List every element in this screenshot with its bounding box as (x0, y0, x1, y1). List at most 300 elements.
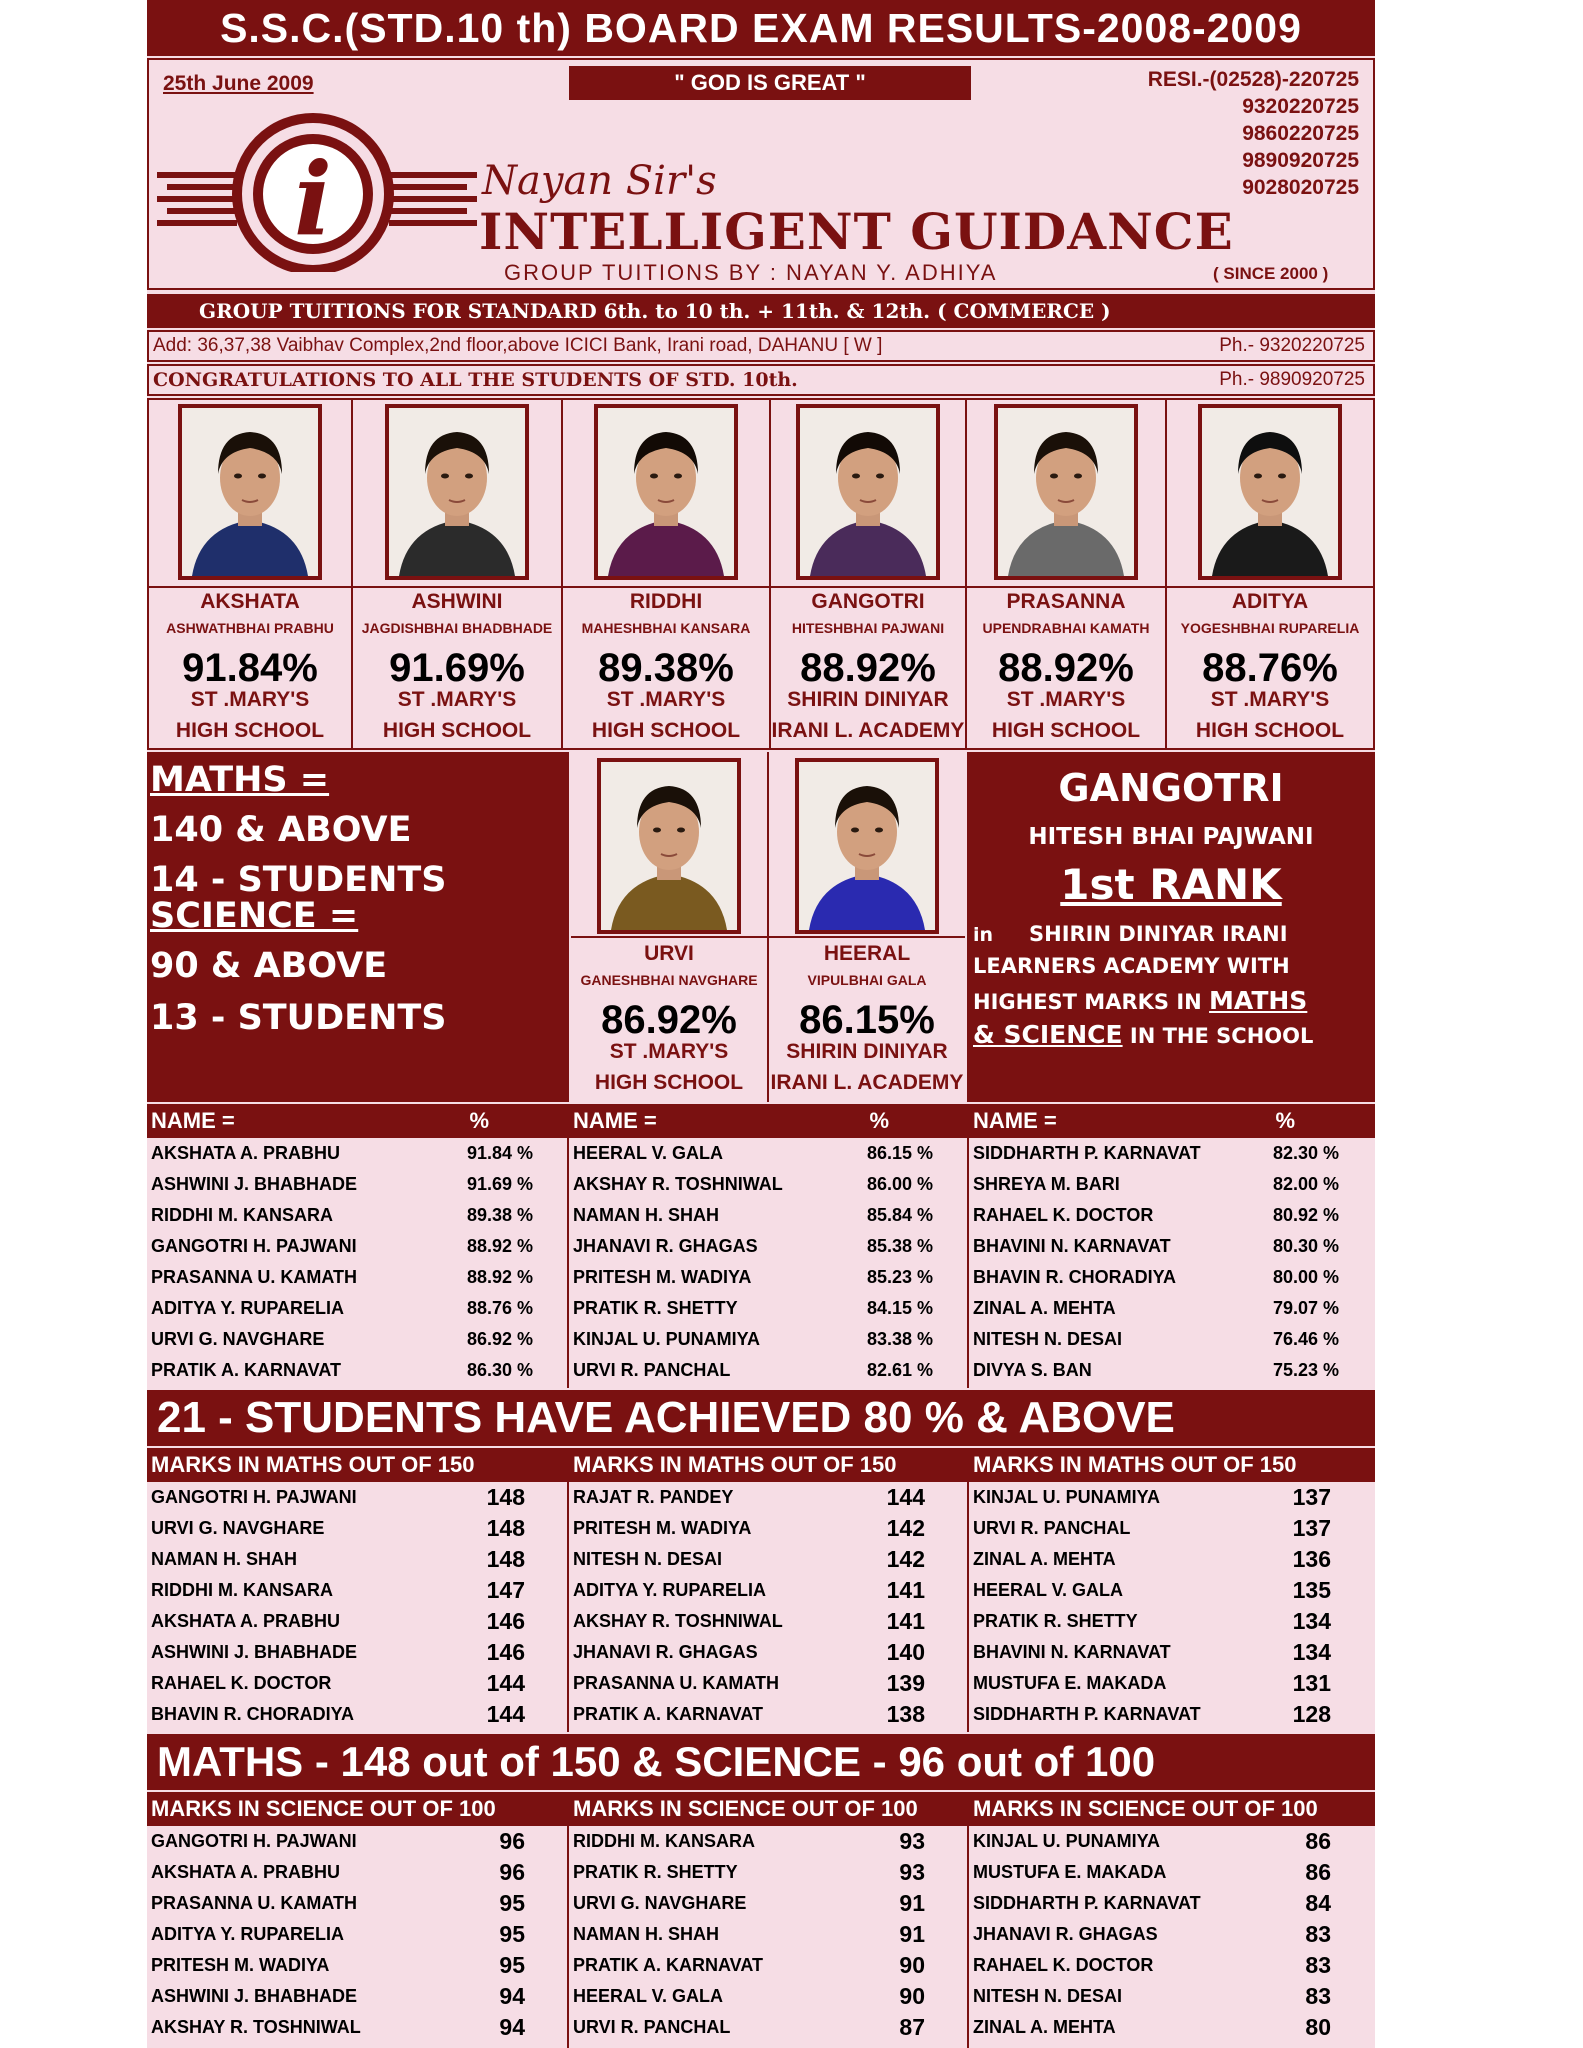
table-row (569, 1262, 969, 1293)
student-father-name: YOGESHBHAI RUPARELIA (1180, 620, 1360, 636)
row-name: ZINAL A. MEHTA (973, 1549, 1116, 1569)
student-father-name: GANESHBHAI NAVGHARE (580, 972, 758, 988)
row-name: NAMAN H. SHAH (573, 1205, 719, 1225)
table-row (969, 1513, 1375, 1544)
column-divider (967, 1104, 969, 1388)
table-row (147, 1950, 569, 1981)
table-column (969, 1104, 1375, 1386)
top-marks-banner: MATHS - 148 out of 150 & SCIENCE - 96 out of 100 (147, 1734, 1375, 1790)
rank-title: 1st RANK (1060, 860, 1282, 909)
phone-line: 9860220725 (1242, 122, 1359, 145)
science-range: 90 & ABOVE (150, 946, 388, 986)
results-poster (147, 0, 1375, 2048)
phone-1: Ph.- 9320220725 (1219, 335, 1365, 356)
rank-in: in (973, 924, 994, 946)
table-row (147, 1293, 569, 1324)
standards-bar: GROUP TUITIONS FOR STANDARD 6th. to 10 th. + 11th. & 12th. ( COMMERCE ) (147, 294, 1375, 328)
rank-father-name: HITESH BHAI PAJWANI (1028, 824, 1314, 850)
header-block (147, 58, 1375, 290)
student-percentage: 89.38% (598, 646, 734, 690)
table-header (569, 1448, 969, 1482)
row-value: 89.38 % (466, 1205, 533, 1225)
middle-section (147, 752, 1375, 1102)
row-value: 88.92 % (466, 1236, 533, 1256)
row-name: URVI R. PANCHAL (573, 2017, 731, 2037)
row-name: KINJAL U. PUNAMIYA (973, 1831, 1161, 1851)
row-value: 91.84 % (466, 1143, 533, 1163)
table-row (969, 1919, 1375, 1950)
phone-line: 9028020725 (1242, 176, 1359, 199)
topper-divider (149, 586, 1373, 588)
row-name: AKSHAY R. TOSHNIWAL (573, 1174, 783, 1194)
row-value: 135 (1292, 1577, 1331, 1603)
row-value: 84.15 % (866, 1298, 933, 1318)
row-value: 144 (486, 1670, 525, 1696)
student-school-line-2: IRANI L. ACADEMY (771, 719, 965, 742)
student-photo (795, 758, 939, 934)
table-row (569, 1482, 969, 1513)
student-photo (385, 404, 529, 580)
column-divider (967, 1792, 969, 2048)
row-value: 142 (886, 1515, 925, 1541)
row-value: 91.69 % (466, 1174, 533, 1194)
row-value: 82.61 % (866, 1360, 933, 1380)
student-percentage: 91.69% (389, 646, 525, 690)
table-column (569, 1792, 969, 2043)
student-name: ADITYA (1231, 590, 1309, 613)
table-header (147, 1448, 569, 1482)
header-name: NAME = (573, 1108, 657, 1133)
student-father-name: JAGDISHBHAI BHADBHADE (361, 620, 553, 636)
row-name: GANGOTRI H. PAJWANI (151, 1831, 357, 1851)
student-school-line-1: ST .MARY'S (190, 688, 310, 711)
table-row (969, 1575, 1375, 1606)
date-label: 25th June 2009 (163, 72, 314, 95)
student-photo (1198, 404, 1342, 580)
row-name: NAMAN H. SHAH (573, 1924, 719, 1944)
table-row (569, 1575, 969, 1606)
address-row (147, 330, 1375, 362)
student-percentage: 86.92% (601, 998, 737, 1042)
table-row (969, 1981, 1375, 2012)
row-name: BHAVIN R. CHORADIYA (151, 1704, 355, 1724)
row-name: PRASANNA U. KAMATH (151, 1267, 357, 1287)
table-row (569, 1293, 969, 1324)
student-school-line-2: HIGH SCHOOL (382, 719, 532, 742)
student-photo-icon (800, 408, 936, 576)
row-name: PRITESH M. WADIYA (151, 1955, 330, 1975)
row-value: 86.00 % (866, 1174, 933, 1194)
table-row (969, 1482, 1375, 1513)
table-row (147, 1262, 569, 1293)
table-header (569, 1792, 969, 1826)
row-value: 80.92 % (1272, 1205, 1339, 1225)
student-name: RIDDHI (629, 590, 703, 613)
row-value: 139 (886, 1670, 925, 1696)
row-name: PRATIK A. KARNAVAT (573, 1955, 763, 1975)
table-row (969, 1293, 1375, 1324)
table-row (569, 1606, 969, 1637)
row-value: 95 (499, 1921, 525, 1947)
table-row (147, 1138, 569, 1169)
table-row (569, 1355, 969, 1386)
table-row (569, 1826, 969, 1857)
table-row (147, 1637, 569, 1668)
row-name: PRATIK R. SHETTY (573, 1298, 738, 1318)
row-value: 94 (499, 2014, 525, 2040)
student-name: PRASANNA (1006, 590, 1126, 613)
phone-line: 9320220725 (1242, 95, 1359, 118)
rank-maths: MATHS (1209, 986, 1308, 1015)
row-name: NITESH N. DESAI (573, 1549, 723, 1569)
percent-table (147, 1104, 1375, 1388)
table-row (147, 1699, 569, 1730)
table-row (569, 1919, 969, 1950)
row-name: GANGOTRI H. PAJWANI (151, 1236, 357, 1256)
row-name: PRITESH M. WADIYA (573, 1267, 752, 1287)
row-name: JHANAVI R. GHAGAS (973, 1924, 1158, 1944)
row-value: 131 (1292, 1670, 1331, 1696)
row-value: 144 (886, 1484, 925, 1510)
row-value: 144 (486, 1701, 525, 1727)
student-school-line-2: HIGH SCHOOL (591, 719, 741, 742)
table-row (147, 1668, 569, 1699)
row-value: 87 (899, 2014, 925, 2040)
row-value: 88.92 % (466, 1267, 533, 1287)
table-column (147, 1792, 569, 2043)
table-row (969, 1169, 1375, 1200)
table-row (969, 1544, 1375, 1575)
row-value: 80.00 % (1272, 1267, 1339, 1287)
row-name: RAHAEL K. DOCTOR (973, 1205, 1154, 1225)
table-row (569, 1324, 969, 1355)
student-photo-icon (182, 408, 318, 576)
row-value: 146 (486, 1639, 525, 1665)
topper-card (1167, 400, 1373, 748)
table-row (969, 1668, 1375, 1699)
topper-card (353, 400, 563, 748)
student-school-line-1: ST .MARY'S (397, 688, 517, 711)
student-name: URVI (644, 942, 694, 965)
table-row (969, 1637, 1375, 1668)
row-name: ASHWINI J. BHABHADE (151, 1986, 358, 2006)
row-value: 80 (1305, 2014, 1331, 2040)
header-percent: % (469, 1108, 489, 1133)
topper-card (771, 400, 967, 748)
table-row (569, 1544, 969, 1575)
table-column (569, 1104, 969, 1386)
topper-strip (147, 398, 1375, 750)
table-header (569, 1104, 969, 1138)
row-name: PRITESH M. WADIYA (573, 1518, 752, 1538)
table-column (969, 1448, 1375, 1730)
row-name: AKSHATA A. PRABHU (151, 1862, 340, 1882)
row-name: URVI G. NAVGHARE (573, 1893, 747, 1913)
column-divider (967, 1448, 969, 1732)
table-row (147, 1981, 569, 2012)
row-name: SIDDHARTH P. KARNAVAT (973, 1893, 1201, 1913)
row-value: 146 (486, 1608, 525, 1634)
motto-banner: " GOD IS GREAT " (569, 66, 971, 100)
row-value: 83.38 % (866, 1329, 933, 1349)
row-name: RIDDHI M. KANSARA (151, 1205, 333, 1225)
table-row (969, 1606, 1375, 1637)
header-name: NAME = (151, 1108, 235, 1133)
row-name: PRATIK R. SHETTY (973, 1611, 1138, 1631)
student-name: ASHWINI (411, 590, 503, 613)
row-value: 85.38 % (866, 1236, 933, 1256)
student-percentage: 88.92% (998, 646, 1134, 690)
table-row (969, 1262, 1375, 1293)
congrats-text: CONGRATULATIONS TO ALL THE STUDENTS OF STD. 10th. (153, 369, 798, 391)
table-row (569, 2012, 969, 2043)
science-label: SCIENCE = (150, 896, 359, 936)
header-label: MARKS IN MATHS OUT OF 150 (573, 1452, 897, 1477)
row-name: PRATIK A. KARNAVAT (573, 1704, 763, 1724)
student-school-line-1: ST .MARY'S (1210, 688, 1330, 711)
student-school-line-1: SHIRIN DINIYAR (786, 1040, 948, 1063)
poster-title: S.S.C.(STD.10 th) BOARD EXAM RESULTS-2008-2009 (147, 0, 1375, 56)
table-row (569, 1668, 969, 1699)
row-name: AKSHATA A. PRABHU (151, 1143, 340, 1163)
row-value: 82.00 % (1272, 1174, 1339, 1194)
student-father-name: UPENDRABHAI KAMATH (982, 620, 1150, 636)
row-name: URVI R. PANCHAL (973, 1518, 1131, 1538)
middle-toppers (571, 752, 965, 1102)
table-row (969, 1138, 1375, 1169)
row-name: URVI G. NAVGHARE (151, 1518, 325, 1538)
row-value: 138 (886, 1701, 925, 1727)
column-divider (567, 1104, 569, 1388)
student-school-line-2: HIGH SCHOOL (594, 1071, 744, 1094)
student-photo-icon (598, 408, 734, 576)
header-percent: % (869, 1108, 889, 1133)
student-photo-icon (1202, 408, 1338, 576)
table-row (569, 1699, 969, 1730)
row-name: JHANAVI R. GHAGAS (573, 1236, 758, 1256)
table-row (147, 1513, 569, 1544)
student-name: AKSHATA (200, 590, 300, 613)
row-name: URVI G. NAVGHARE (151, 1329, 325, 1349)
row-value: 86 (1305, 1859, 1331, 1885)
row-value: 83 (1305, 1983, 1331, 2009)
table-row (147, 2012, 569, 2043)
row-value: 79.07 % (1272, 1298, 1339, 1318)
row-value: 134 (1292, 1639, 1331, 1665)
row-name: ZINAL A. MEHTA (973, 2017, 1116, 2037)
student-school-line-1: ST .MARY'S (1006, 688, 1126, 711)
header-label: MARKS IN MATHS OUT OF 150 (973, 1452, 1297, 1477)
row-value: 86 (1305, 1828, 1331, 1854)
row-name: NITESH N. DESAI (973, 1329, 1123, 1349)
student-photo-icon (389, 408, 525, 576)
table-row (569, 1888, 969, 1919)
row-name: NITESH N. DESAI (973, 1986, 1123, 2006)
rank-line-4-text: IN THE SCHOOL (1129, 1024, 1314, 1048)
header-name: NAME = (973, 1108, 1057, 1133)
table-column (969, 1792, 1375, 2043)
rank-science: & SCIENCE (973, 1020, 1123, 1049)
table-row (147, 1857, 569, 1888)
header-label: MARKS IN SCIENCE OUT OF 100 (973, 1796, 1318, 1821)
student-school-line-1: SHIRIN DINIYAR (787, 688, 949, 711)
row-name: HEERAL V. GALA (573, 1143, 724, 1163)
student-father-name: ASHWATHBHAI PRABHU (166, 620, 334, 636)
student-father-name: VIPULBHAI GALA (807, 972, 927, 988)
maths-label: MATHS = (150, 760, 330, 800)
header-label: MARKS IN SCIENCE OUT OF 100 (573, 1796, 918, 1821)
topper-card (967, 400, 1167, 748)
rank-panel (967, 752, 1375, 1102)
rank-line-1: SHIRIN DINIYAR IRANI (1029, 922, 1288, 946)
row-value: 90 (899, 1952, 925, 1978)
row-name: BHAVINI N. KARNAVAT (973, 1642, 1171, 1662)
student-school-line-2: HIGH SCHOOL (175, 719, 325, 742)
student-percentage: 86.15% (799, 998, 935, 1042)
row-value: 85.84 % (866, 1205, 933, 1225)
pair-divider (571, 936, 965, 938)
row-value: 141 (886, 1608, 925, 1634)
row-value: 86.30 % (466, 1360, 533, 1380)
table-column (569, 1448, 969, 1730)
table-row (569, 1169, 969, 1200)
student-photo (994, 404, 1138, 580)
row-name: ADITYA Y. RUPARELIA (151, 1298, 345, 1318)
table-row (569, 1637, 969, 1668)
table-row (969, 1950, 1375, 1981)
maths-count: 14 - STUDENTS (150, 860, 447, 900)
row-value: 82.30 % (1272, 1143, 1339, 1163)
row-value: 80.30 % (1272, 1236, 1339, 1256)
stats-panel (147, 752, 569, 1102)
phone-line: 9890920725 (1242, 149, 1359, 172)
row-value: 85.23 % (866, 1267, 933, 1287)
header-label: MARKS IN SCIENCE OUT OF 100 (151, 1796, 496, 1821)
row-value: 128 (1292, 1701, 1331, 1727)
table-row (147, 1169, 569, 1200)
student-photo (796, 404, 940, 580)
student-father-name: HITESHBHAI PAJWANI (791, 620, 945, 636)
row-name: HEERAL V. GALA (973, 1580, 1124, 1600)
table-header (147, 1792, 569, 1826)
table-row (969, 1857, 1375, 1888)
row-name: ASHWINI J. BHABHADE (151, 1642, 358, 1662)
row-name: MUSTUFA E. MAKADA (973, 1673, 1167, 1693)
rank-line-4 (973, 1020, 1313, 1049)
science-marks-table (147, 1792, 1375, 2048)
row-value: 84 (1305, 1890, 1331, 1916)
row-value: 91 (899, 1921, 925, 1947)
table-header (147, 1104, 569, 1138)
table-row (147, 1355, 569, 1386)
row-name: BHAVIN R. CHORADIYA (973, 1267, 1177, 1287)
column-divider (567, 1792, 569, 2048)
table-header (969, 1792, 1375, 1826)
table-header (969, 1104, 1375, 1138)
table-row (969, 1888, 1375, 1919)
row-value: 96 (499, 1828, 525, 1854)
table-row (569, 1981, 969, 2012)
row-name: RAJAT R. PANDEY (573, 1487, 734, 1507)
row-value: 83 (1305, 1921, 1331, 1947)
table-row (569, 1513, 969, 1544)
table-row (147, 1826, 569, 1857)
phone-line: RESI.-(02528)-220725 (1147, 68, 1359, 91)
row-name: KINJAL U. PUNAMIYA (573, 1329, 761, 1349)
row-value: 134 (1292, 1608, 1331, 1634)
table-row (147, 1324, 569, 1355)
row-value: 95 (499, 1952, 525, 1978)
row-value: 148 (486, 1546, 525, 1572)
row-name: RIDDHI M. KANSARA (573, 1831, 755, 1851)
topper-card (149, 400, 353, 748)
table-row (969, 1355, 1375, 1386)
table-row (569, 1200, 969, 1231)
svg-text:i: i (294, 140, 332, 258)
row-name: AKSHATA A. PRABHU (151, 1611, 340, 1631)
student-percentage: 88.76% (1202, 646, 1338, 690)
row-name: BHAVINI N. KARNAVAT (973, 1236, 1171, 1256)
science-count: 13 - STUDENTS (150, 998, 447, 1038)
table-column (147, 1104, 569, 1386)
table-row (147, 1919, 569, 1950)
row-name: SIDDHARTH P. KARNAVAT (973, 1143, 1201, 1163)
rank-line-3-text: HIGHEST MARKS IN (973, 990, 1202, 1014)
student-name: HEERAL (823, 942, 911, 965)
table-row (147, 1544, 569, 1575)
row-name: SHREYA M. BARI (973, 1174, 1120, 1194)
table-row (147, 1231, 569, 1262)
row-name: DIVYA S. BAN (973, 1360, 1092, 1380)
phone-2: Ph.- 9890920725 (1219, 369, 1365, 390)
row-name: MUSTUFA E. MAKADA (973, 1862, 1167, 1882)
student-father-name: MAHESHBHAI KANSARA (581, 620, 751, 636)
table-row (969, 1200, 1375, 1231)
row-value: 86.92 % (466, 1329, 533, 1349)
student-name: GANGOTRI (811, 590, 925, 613)
maths-marks-table (147, 1448, 1375, 1732)
row-name: NAMAN H. SHAH (151, 1549, 297, 1569)
row-value: 90 (899, 1983, 925, 2009)
table-column (147, 1448, 569, 1730)
rank-line-2: LEARNERS ACADEMY WITH (973, 954, 1290, 978)
row-name: AKSHAY R. TOSHNIWAL (573, 1611, 783, 1631)
table-row (569, 1857, 969, 1888)
table-row (147, 1888, 569, 1919)
row-name: JHANAVI R. GHAGAS (573, 1642, 758, 1662)
topper-card (571, 752, 769, 1102)
row-value: 93 (899, 1859, 925, 1885)
column-divider (567, 1448, 569, 1732)
row-value: 148 (486, 1484, 525, 1510)
student-school-line-2: HIGH SCHOOL (991, 719, 1141, 742)
row-value: 76.46 % (1272, 1329, 1339, 1349)
topper-card (769, 752, 965, 1102)
student-photo (594, 404, 738, 580)
row-value: 140 (886, 1639, 925, 1665)
row-name: PRATIK A. KARNAVAT (151, 1360, 341, 1380)
maths-range: 140 & ABOVE (150, 810, 412, 850)
row-name: PRATIK R. SHETTY (573, 1862, 738, 1882)
row-value: 96 (499, 1859, 525, 1885)
table-row (147, 1482, 569, 1513)
table-row (147, 1200, 569, 1231)
row-name: RIDDHI M. KANSARA (151, 1580, 333, 1600)
row-name: PRASANNA U. KAMATH (151, 1893, 357, 1913)
table-row (969, 1324, 1375, 1355)
table-row (569, 1138, 969, 1169)
brand-name: INTELLIGENT GUIDANCE (479, 202, 1234, 261)
